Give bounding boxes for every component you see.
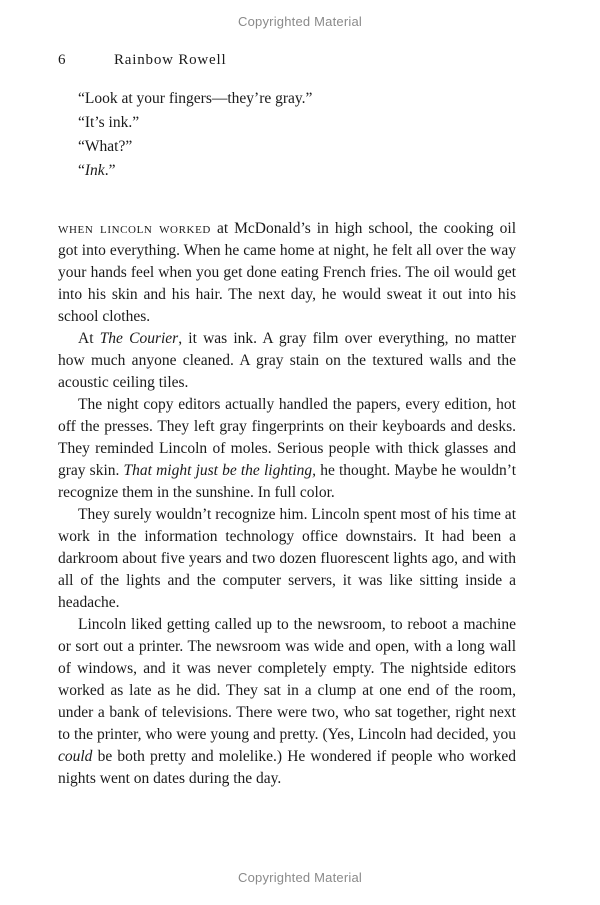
paragraph (58, 394, 516, 504)
newspaper-title: The Courier (99, 330, 179, 347)
paragraph-text: he thought. Maybe he wouldn’t recognize them in the sunshine. In full color. (58, 462, 516, 501)
paragraph-text: , it was ink. A gray film over everything, no matter how much anyone cleaned. A gray stain on the textured walls and the acoustic ceiling tiles. (58, 330, 517, 391)
dialogue-line: “Look at your fingers—they’re gray.” (78, 90, 313, 107)
paragraph-text: at McDonald’s in high school, the cooking oil got into everything. When he came home at night, he felt all over the way your hands feel when you get done eating French fries. The oil would get into his skin and his hair. The next day, he would sweat it out into his school clothes. (58, 220, 516, 325)
body-text (58, 218, 516, 790)
dialogue-line (78, 159, 538, 183)
copyright-watermark-top: Copyrighted Material (238, 14, 362, 29)
dialogue-close-quote: .” (104, 162, 116, 179)
page-number: 6 (58, 52, 67, 68)
italic-emphasis: could (58, 748, 93, 765)
paragraph: They surely wouldn’t recognize him. Lincoln spent most of his time at work in the information technology office downstairs. It had been a darkroom about five years and two dozen fluorescent lights ago, and with all of the lights and the computer servers, it was like sitting inside a headache. (58, 506, 516, 611)
section-lead-in: when lincoln worked (58, 220, 211, 237)
paragraph-text: At (78, 330, 100, 347)
author-name: Rainbow Rowell (114, 52, 227, 68)
dialogue-italic-word: Ink (84, 162, 105, 179)
italic-thought: That might just be the lighting, (123, 462, 317, 479)
paragraph-text: be both pretty and molelike.) He wondered if people who worked nights went on dates during the day. (58, 748, 516, 787)
dialogue-line: “What?” (78, 138, 133, 155)
paragraph (58, 218, 516, 328)
paragraph-text: The night copy editors actually handled the papers, every edition, hot off the presses. They left gray fingerprints on their keyboards and desks. They reminded Lincoln of moles. Serious people with thick glasses and gray skin. (58, 396, 516, 479)
paragraph (58, 328, 516, 394)
paragraph-text: Lincoln liked getting called up to the newsroom, to reboot a machine or sort out a printer. The newsroom was wide and open, with a long wall of windows, and it was never completely empty. The nightside editors worked as late as he did. They sat in a clump at one end of the room, under a bank of televisions. There were two, who sat together, right next to the printer, who were young and pretty. (Yes, Lincoln had decided, you (58, 616, 516, 743)
dialogue-open-quote: “ (78, 162, 85, 179)
dialogue-block (78, 87, 538, 183)
dialogue-line: “It’s ink.” (78, 114, 140, 131)
running-head (58, 52, 226, 69)
paragraph (58, 614, 516, 790)
copyright-watermark-bottom: Copyrighted Material (238, 870, 362, 885)
